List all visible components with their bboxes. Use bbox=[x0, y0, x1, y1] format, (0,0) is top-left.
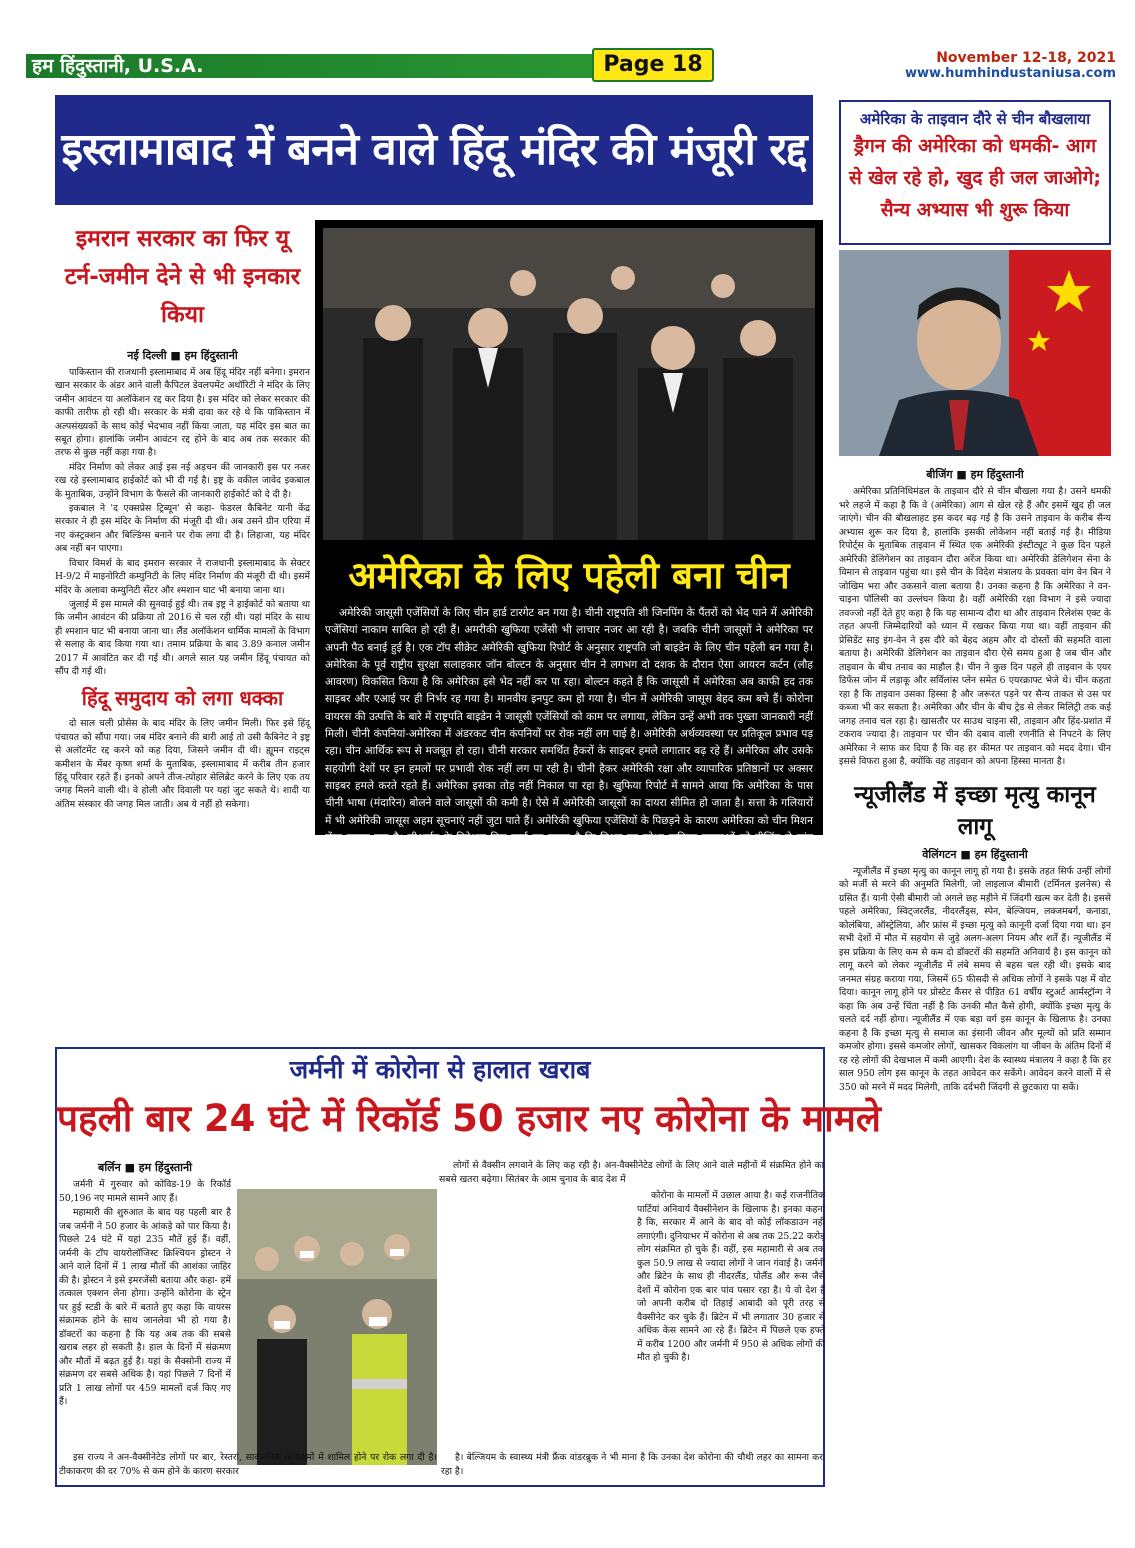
article-headline: ड्रैगन की अमेरिका को धमकी- आग से खेल रहे हो, खुद ही जल जाओगे; सैन्य अभ्यास भी शुरू किया bbox=[848, 135, 1102, 221]
germany-column-2-top bbox=[439, 1159, 824, 1187]
paragraph: लोगों से वैक्सीन लगवाने के लिए कह रही है। अन-वैक्सीनेटेड लोगों के लिए आने वाले महीनों में संक्रमित होने का सबसे खतरा बढ़ेगा। सितंबर के आम चुनाव के बाद देश में bbox=[439, 1160, 824, 1185]
article-byline: बर्लिन ■ हम हिंदुस्तानी bbox=[98, 1161, 192, 1174]
paragraph: अमेरिका प्रतिनिधिमंडल के ताइवान दौरे से चीन बौखला गया है। उसने धमकी भरे लहजे में कहा है कि वे (अमेरिका) आग से खेल रहे हैं और इसमें खुद ही जल जाएंगे। चीन की बौखलाहट इस कदर बढ़ गई है कि उसने ताइवान के करीब सैन्य अभ्यास शुरू कर दिया है, हालांकि इसकी लोकेशन नहीं बताई गई है। मीडिया रिपोर्ट्स के मुताबिक ताइवान में स्थित एक अमेरिकी इंस्टीट्यूट ने कुछ दिन पहले अमेरिकी डेलिगेशन का ताइवान दौरा अरेंज किया था। अमेरिकी डेलिगेशन सेना के विमान से ताइवान पहुंचा था। इसे चीन के विदेश मंत्रालय के प्रवक्ता वांग वेन बिन ने जोखिम भरा और उकसाने वाला बताया है। उनका कहना है कि अमेरिका ने वन-चाइना पॉलिसी का उल्लंघन किया है। वहीं अमेरिकी रक्षा विभाग ने इसे ज्यादा तवज्जो नहीं देते हुए कहा है कि यह सामान्य दौरा था और ताइवान रिलेशंस एक्ट के तहत अपनी जिम्मेदारियों को ध्यान में रखकर किया गया था। वहीं ताइवान की प्रेसिडेंट साइ इंग-वेन ने इस दौरे को बेहद अहम और दो दोस्तों की सहमति वाला बताया है। अमेरिकी डेलिगेशन का ताइवान दौरा ऐसे समय हुआ है जब चीन और ताइवान के बीच तनाव का माहौल है। चीन ने कुछ दिन पहले ही ताइवान के एयर डिफेंस जोन में लड़ाकू और सर्विलांस प्लेन समेत 6 एयरक्राफ्ट भेजे थे। चीन कहता रहा है कि ताइवान उसका हिस्सा है और जरूरत पड़ने पर सैन्य ताकत से उस पर कब्जा भी कर सकता है। अमेरिका और चीन के बीच ट्रेड से लेकर मिलिट्री तक कई जगह तनाव चल रहा है। खासतौर पर साउथ चाइना सी, ताइवान और हिंद-प्रशांत में टकराव ज्यादा है। ताइवान पर चीन की दबाव वाली रणनीति से निपटने के लिए अमेरिका ने साफ कर दिया है कि वह हर कीमत पर ताइवान को मदद देगा। चीन इससे विफरा हुआ है, क्योंकि वह ताइवान को अपना हिस्सा मानता है। bbox=[839, 486, 1111, 767]
nz-headline: न्यूजीलैंड में इच्छा मृत्यु कानून लागू bbox=[854, 781, 1096, 840]
feature-body: अमेरिकी जासूसी एजेंसियों के लिए चीन हार्ड टारगेट बन गया है। चीनी राष्ट्रपति शी जिनपिंग के पैंतरों को भेद पाने में अमेरिकी एजेंसियां नाकाम साबित हो रही हैं। अमरीकी खुफिया एजेंसी भी लाचार नजर आ रही है। जबकि चीनी जासूसों ने अमेरिका पर अपनी पैठ बनाई हुई है। एक टॉप सीक्रेट अमेरिकी खुफिया रिपोर्ट के अनुसार राष्ट्रपति जो बाइडेन के लिए चीन पहेली बन गया है। अमेरिका के पूर्व राष्ट्रीय सुरक्षा सलाहकार जॉन बोल्टन के अनुसार चीन ने लगभग दो दशक के दौरान ऐसा आयरन कर्टन (लौह आवरण) विकसित किया है कि अमेरिका इसे भेद नहीं कर पा रहा। बोल्टन कहते हैं कि जासूसी में अमेरिका अब काफी हद तक साइबर और एआई पर ही निर्भर रह गया है। मानवीय इनपुट कम हो गया है। चीन में अमेरिकी जासूस बेहद कम बचे हैं। कोरोना वायरस की उत्पत्ति के बारे में राष्ट्रपति बाइडेन ने जासूसी एजेंसियों को काम पर लगाया, लेकिन उन्हें अभी तक पुख्ता जानकारी नहीं मिली। चीनी कंपनियां-अमेरिका में अंडरकट चीन कंपनियों पर रोक नहीं लग पाई है। अमेरिकी अर्थव्यवस्था पर प्रतिकूल प्रभाव पड़ रहा। चीन आर्थिक रूप से मजबूत हो रहा। चीनी सरकार समर्थित हैकरों के साइबर हमले लगातार बढ़ रहे हैं। अमेरिका और उसके सहयोगी देशों पर इन हमलों पर प्रभावी रोक नहीं लग पा रही है। चीनी हैकर अमेरिकी रक्षा और व्यापारिक प्रतिष्ठानों पर अक्सर साइबर हमले करते रहते हैं। अमेरिका इसका तोड़ नहीं निकाल पा रहा है। खुफिया रिपोर्ट में सामने आया कि अमेरिका के पास चीनी भाषा (मंदारिन) बोलने वाले जासूसों की कमी है। ऐसे में अमेरिकी जासूसों का दायरा सीमित हो जाता है। सत्ता के गलियारों में भी अमेरिकी जासूस अहम सूचनाएं नहीं जुटा पाते हैं। अमेरिकी खुफिया एजेंसियों के पिछड़ने के कारण अमेरिका को चीन मिशन सेंटर बनाना पड़ा है। सीआईए के निदेशक बिल बर्न्स का कहना है कि मिशन का उद्देश्य खुफिया सूचनाओं को बीजिंग से तुरंत पहुंचाना है। bbox=[325, 607, 813, 862]
page-number: Page 18 bbox=[592, 48, 714, 82]
center-feature bbox=[315, 220, 823, 862]
masthead bbox=[26, 48, 1116, 84]
article-byline: नई दिल्ली ■ हम हिंदुस्तानी bbox=[127, 349, 238, 362]
article-byline: बीजिंग ■ हम हिंदुस्तानी bbox=[926, 468, 1024, 481]
paragraph: जर्मनी में गुरुवार को कोविड-19 के रिकॉर्ड 50,196 नए मामले सामने आए हैं। bbox=[59, 1179, 231, 1204]
germany-bottom-left bbox=[59, 1451, 437, 1479]
article-kicker: अमेरिका के ताइवान दौरे से चीन बौखलाया bbox=[859, 110, 1091, 128]
article-body-continued bbox=[55, 717, 310, 811]
feature-headline: अमेरिका के लिए पहेली बना चीन bbox=[348, 554, 790, 597]
paragraph: इकबाल ने 'द एक्सप्रेस ट्रिब्यून' से कहा- फेडरल कैबिनेट यानी केंद्र सरकार ने ही इस मंदिर के निर्माण की मंजूरी दी थी। अब उसने ग्रीन एरिया में नए कंस्ट्रक्शन और बिल्डिंग्स बनाने पर रोक लगा दी है। लिहाजा, यह मंदिर अब नहीं बन पाएगा। bbox=[55, 503, 310, 555]
paragraph: कोरोना के मामलों में उछाल आया है। कई राजनीतिक पार्टियां अनिवार्य वैक्सीनेशन के खिलाफ है। इनका कहना है कि, सरकार में आने के बाद वो कोई लॉकडाउन नहीं लगाएंगी। दुनियाभर में कोरोना से अब तक 25.22 करोड़ लोग संक्रमित हो चुके हैं। वहीं, इस महामारी से अब तक कुल 50.9 लाख से ज्यादा लोगों ने जान गंवाई है। जर्मनी और ब्रिटेन के साथ ही नीदरलैंड, पोलैंड और रूस जैसे देशों में कोरोना एक बार पांव पसार रहा है। ये वो देश हैं जो अपनी करीब दो तिहाई आबादी को पूरी तरह से वैक्सीनेट कर चुके हैं। ब्रिटेन में भी लगातार 30 हजार से अधिक केस सामने आ रहे हैं। ब्रिटेन में पिछले एक हफ्ते में करीब 1200 और जर्मनी में 950 से अधिक लोगों की मौत हो चुकी है। bbox=[637, 1190, 825, 1363]
masked-crowd-photo bbox=[237, 1189, 437, 1465]
article-body bbox=[59, 1451, 437, 1478]
article-body bbox=[839, 485, 1111, 769]
main-headline: इस्लामाबाद में बनने वाले हिंदू मंदिर की मंजूरी रद्द bbox=[55, 95, 813, 205]
china-taiwan-headline-box bbox=[839, 100, 1111, 245]
portrait-illustration bbox=[839, 250, 1111, 456]
paragraph: है। बेल्जियम के स्वास्थ्य मंत्री फ्रैंक वांडरब्रुक ने भी माना है कि उनका देश कोरोना की चौथी लहर का सामना कर रहा है। bbox=[441, 1452, 823, 1477]
paragraph: न्यूजीलैंड में इच्छा मृत्यु का कानून लागू हो गया है। इसके तहत सिर्फ उन्हीं लोगों को मर्जी से मरने की अनुमति मिलेगी, जो लाइलाज बीमारी (टर्मिनल इलनेस) से ग्रसित हैं। यानी ऐसी बीमारी जो अगले छह महीने में जिंदगी खत्म कर देती है। इससे पहले अमेरिका, स्विट्जरलैंड, नीदरलैंड्स, स्पेन, बेल्जियम, लक्जमबर्ग, कनाडा, कोलंबिया, ऑस्ट्रेलिया, और फ्रांस में इच्छा मृत्यु को कानूनी दर्जा दिया गया था। इन सभी देशों में मौत में सहयोग से जुड़े अलग-अलग नियम और शर्तें हैं। न्यूजीलैंड में इस प्रक्रिया के लिए कम से कम दो डॉक्टरों की सहमति अनिवार्य है। इस कानून को लागू करने को लेकर न्यूजीलैंड में लंबे समय से बहस चल रही थी। इसके बाद जनमत संग्रह कराया गया, जिसमें 65 फीसदी से अधिक लोगों ने इसके पक्ष में वोट दिया। कानून लागू होने पर प्रोस्टेट कैंसर से पीड़ित 61 वर्षीय स्टुअर्ट आर्मस्ट्रॉन्ग ने कहा कि अब उन्हें चिंता नहीं है कि उनकी मौत कैसे होगी, क्योंकि इच्छा मृत्यु के चलते दर्द नहीं होगा। न्यूजीलैंड में एक बड़ा वर्ग इस कानून के खिलाफ है। उनका कहना है कि इच्छा मृत्यु से समाज का इंसानी जीवन और मूल्यों को प्रति सम्मान कमजोर होगा। इससे कमजोर लोगों, खासकर विकलांग या जीवन के अंतिम दिनों में रह रहे लोगों की देखभाल में कमी आएगी। देश के स्वास्थ्य मंत्रालय ने कहा है कि हर साल 950 लोग इस कानून के तहत आवेदन कर सकेंगे। आवेदन करने वालों में से 350 को मरने में मदद मिलेगी, ताकि दर्दभरी जिंदगी से छुटकारा पा सकें। bbox=[839, 865, 1111, 1093]
germany-column-3 bbox=[637, 1189, 825, 1366]
paragraph: इस राज्य ने अन-वैक्सीनेटेड लोगों पर बार, रेस्तरां, सार्वजनिक कार्यक्रमों में शामिल होने पर रोक लगा दी है। टीकाकरण की दर 70% से कम होने के कारण सरकार bbox=[59, 1452, 437, 1477]
nz-body bbox=[839, 865, 1111, 1095]
leaders-photo-illustration bbox=[323, 228, 815, 540]
website-link[interactable]: www.humhindustaniusa.com bbox=[904, 66, 1116, 81]
article-body bbox=[441, 1451, 823, 1478]
paragraph: जुलाई में इस मामले की सुनवाई हुई थी। तब इष्ट्र ने हाईकोर्ट को बताया था कि जमीन आवंटन की प्रक्रिया तो 2016 से चल रही थी। यहां मंदिर के साथ ही श्मशान घाट भी बनाया जाना था। लैंड अलॉकेशन धार्मिक मामलों के विभाग से सलाह के बाद किया गया था। तमाम प्रक्रिया के बाद 3.89 कनाल जमीन 2017 में आवंटित कर दी गई थी। अगले साल यह जमीन हिंदू पंचायत को सौंप दी गई थी। bbox=[55, 598, 310, 677]
article-body bbox=[55, 366, 310, 678]
paragraph: दो साल चली प्रोसेस के बाद मंदिर के लिए जमीन मिली। फिर इसे हिंदू पंचायत को सौंपा गया। जब मंदिर बनाने की बारी आई तो उसी कैबिनेट ने इष्ट्र से अलॉटमेंट रद्द करने को कह दिया, जिसने जमीन दी थी। ह्यूमन राइट्स कमीशन के मेंबर कृष्ण शर्मा के मुताबिक, इस्लामाबाद में करीब तीन हजार हिंदू परिवार रहते हैं। इनको अपने तीज-त्योहार सेलिब्रेट करने के लिए एक तय जगह मिलने वाली थी। वे होली और दिवाली पर यहां जुट सकते थे। शादी या अंतिम संस्कार की जगह मिल जाती। अब ये नहीं हो सकेगा। bbox=[55, 718, 310, 810]
xi-jinping-photo bbox=[839, 250, 1111, 456]
article-body bbox=[637, 1189, 825, 1365]
masthead-date-block bbox=[905, 50, 1116, 82]
paragraph: महामारी की शुरुआत के बाद यह पहली बार है जब जर्मनी ने 50 हजार के आंकड़े को पार किया है। पिछले 24 घंटे में यहां 235 मौतें हुई हैं। वहीं, जर्मनी के टॉप वायरोलॉजिस्ट क्रिश्चियन ड्रोस्टन ने आने वाले दिनों में 1 लाख मौतों की आशंका जाहिर की है। ड्रोस्टन ने इसे इमरजेंसी बताया और कहा- हमें तत्काल एक्शन लेना होगा। उन्होंने कोरोना के स्ट्रेन पर हुई स्टडी के बारे में बताते हुए कहा कि वायरस संक्रामक होने के साथ जानलेवा भी हो गया है। डॉक्टरों का कहना है कि यह अब तक की सबसे खराब लहर हो सकती है। हाल के दिनों में संक्रमण और मौतों में बढ़त हुई है। यहां के सैक्सोनी राज्य में संक्रमण दर सबसे अधिक है। यहां पिछले 7 दिनों में प्रति 1 लाख लोगों पर 459 मामलों दर्ज किए गए हैं। bbox=[59, 1207, 231, 1407]
germany-bottom-right bbox=[441, 1451, 823, 1479]
crowd-illustration bbox=[237, 1189, 437, 1465]
article-headline: पहली बार 24 घंटे में रिकॉर्ड 50 हजार नए कोरोना के मामले bbox=[57, 1097, 881, 1140]
nz-byline: वेलिंगटन ■ हम हिंदुस्तानी bbox=[922, 847, 1028, 861]
paragraph: मंदिर निर्माण को लेकर आई इस नई अड़चन की जानकारी इस पर नजर रख रहे इस्लामाबाद हाईकोर्ट को भी दी गई है। इष्ट्र के वकील जावेद इकबाल के मुताबिक, उन्होंने विभाग के फैसले की जानकारी हाईकोर्ट को दे दी है। bbox=[55, 461, 310, 500]
article-subhead: हिंदू समुदाय को लगा धक्का bbox=[81, 686, 284, 711]
left-article bbox=[55, 220, 310, 812]
article-body bbox=[439, 1159, 824, 1186]
masthead-title: हम हिंदुस्तानी, U.S.A. bbox=[32, 55, 204, 77]
paragraph: पाकिस्तान की राजधानी इस्लामाबाद में अब हिंदू मंदिर नहीं बनेगा। इमरान खान सरकार के अंडर आने वाली कैपिटल डेवलपमेंट अथॉरिटी ने मंदिर के लिए जमीन आवंटन या अलॉकेशन रद्द कर दिया है। इस मंदिर को लेकर सरकार की काफी तारीफ हो रही थी। सरकार के मंत्री दावा कर रहे थे कि पाकिस्तान में अल्पसंख्यकों के साथ कोई भेदभाव नहीं किया जाता, यह मंदिर इस बात का सबूत होगा। हालांकि जमीन आवंटन रद्द होने के बाद अब तक सरकार की तरफ से कुछ नहीं कहा गया है। bbox=[55, 367, 310, 459]
right-articles bbox=[839, 463, 1111, 1095]
article-headline: इमरान सरकार का फिर यू टर्न-जमीन देने से भी इनकार किया bbox=[64, 226, 301, 328]
issue-date: November 12-18, 2021 bbox=[936, 50, 1116, 66]
germany-covid-article bbox=[55, 1047, 881, 1487]
germany-column-1 bbox=[59, 1156, 231, 1410]
article-kicker: जर्मनी में कोरोना से हालात खराब bbox=[289, 1055, 591, 1084]
paragraph: विचार विमर्श के बाद इमरान सरकार ने राजधानी इस्लामाबाद के सेक्टर H-9/2 में माइनोरिटी कम्युनिटी के लिए मंदिर निर्माण की मंजूरी दी थी। इसमें मंदिर के अलावा कम्युनिटी सेंटर और श्मशान घाट भी बनाया जाना था। bbox=[55, 557, 310, 596]
article-body bbox=[59, 1178, 231, 1409]
leaders-photo bbox=[323, 228, 815, 540]
